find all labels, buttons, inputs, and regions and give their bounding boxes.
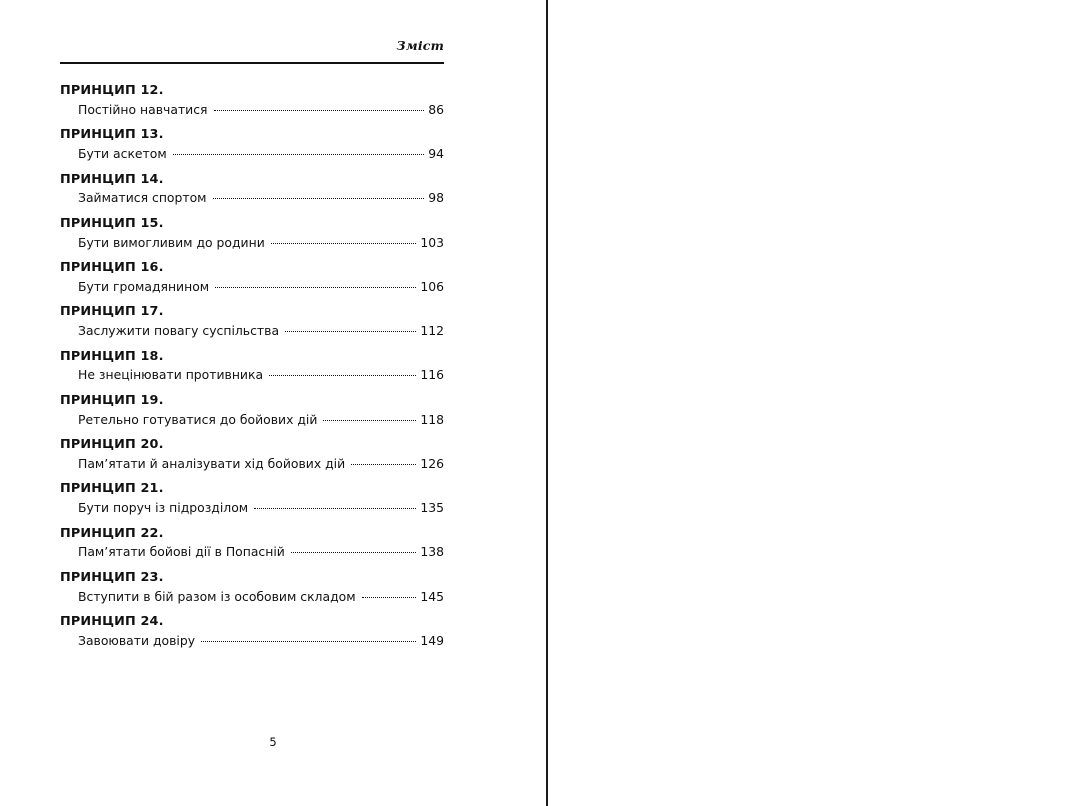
toc-entry-number: ПРИНЦИП 19.: [60, 392, 164, 408]
toc-entry[interactable]: [60, 569, 444, 604]
toc-entry-line: [60, 589, 444, 604]
dot-leader: [351, 464, 416, 465]
toc-entry-number: ПРИНЦИП 23.: [60, 569, 164, 585]
toc-entry-title: Завоювати довіру: [78, 632, 196, 648]
toc-entry-line: [60, 500, 444, 515]
dot-leader: [269, 375, 416, 376]
toc-entry-line: [60, 235, 444, 250]
toc-entry-title: Заслужити повагу суспільства: [78, 323, 280, 339]
toc-entry-title: Не знецінювати противника: [78, 367, 264, 383]
toc-entry-number: ПРИНЦИП 12.: [60, 83, 164, 98]
dot-leader: [271, 243, 417, 244]
dot-leader: [201, 641, 416, 642]
toc-entry-title: Бути аскетом: [78, 146, 167, 162]
header-rule: [60, 62, 444, 64]
dot-leader: [285, 331, 416, 332]
toc-entry-title: Пам’ятати й аналізувати хід бойових дій: [78, 455, 346, 471]
toc-entry[interactable]: [60, 480, 444, 515]
dot-leader: [362, 597, 417, 598]
dot-leader: [323, 420, 416, 421]
toc-entry-title: Пам’ятати бойові дії в Попасній: [78, 544, 285, 560]
toc-entry-number: ПРИНЦИП 17.: [60, 304, 164, 320]
toc-entry-page: 112: [420, 323, 444, 339]
toc-entry-title: Постійно навчатися: [78, 101, 208, 117]
page-right: [548, 0, 1092, 806]
toc-entry-number: ПРИНЦИП 13.: [60, 127, 164, 143]
toc-entry[interactable]: [60, 348, 444, 383]
toc-entry[interactable]: [60, 613, 444, 648]
toc-entry-title: Вступити в бій разом із особовим складом: [78, 588, 356, 604]
toc-entry-line: [60, 323, 444, 338]
toc-entry-number: ПРИНЦИП 14.: [60, 171, 164, 187]
toc-entry[interactable]: [60, 259, 444, 294]
toc-entry-page: 145: [420, 588, 444, 604]
toc-entry-line: [60, 190, 444, 205]
toc-entry-line: [60, 102, 444, 117]
toc-entry-number: ПРИНЦИП 24.: [60, 614, 164, 630]
toc-entry[interactable]: [60, 436, 444, 471]
toc-entry-page: 126: [420, 455, 444, 471]
toc-entry-title: Бути поруч із підрозділом: [78, 500, 249, 516]
toc-entry-number: ПРИНЦИП 15.: [60, 215, 164, 231]
toc-entry-page: 118: [420, 411, 444, 427]
dot-leader: [254, 508, 416, 509]
dot-leader: [291, 552, 417, 553]
dot-leader: [215, 287, 416, 288]
toc-entry-page: 116: [420, 367, 444, 383]
toc-entry-number: ПРИНЦИП 16.: [60, 260, 164, 276]
page-number: 5: [269, 735, 277, 749]
toc-entry-page: 98: [428, 190, 444, 206]
toc-entry-page: 94: [428, 146, 444, 162]
dot-leader: [214, 110, 425, 111]
toc-entry[interactable]: [60, 392, 444, 427]
toc-entry-title: Бути громадянином: [78, 278, 210, 294]
toc-entry-line: [60, 367, 444, 382]
table-of-contents: [60, 82, 444, 657]
toc-entry-title: Бути вимогливим до родини: [78, 234, 265, 250]
toc-entry-line: [60, 146, 444, 161]
toc-entry-line: [60, 633, 444, 648]
toc-entry[interactable]: [60, 126, 444, 161]
toc-entry-line: [60, 412, 444, 427]
dot-leader: [173, 154, 425, 155]
toc-entry-page: 149: [420, 632, 444, 648]
toc-entry-line: [60, 456, 444, 471]
toc-entry-number: ПРИНЦИП 18.: [60, 348, 164, 364]
toc-entry[interactable]: [60, 82, 444, 117]
toc-entry-page: 86: [428, 101, 444, 117]
toc-entry[interactable]: [60, 171, 444, 206]
dot-leader: [213, 198, 425, 199]
toc-entry[interactable]: [60, 525, 444, 560]
toc-entry-line: [60, 279, 444, 294]
toc-entry-number: ПРИНЦИП 20.: [60, 437, 164, 453]
toc-entry-number: ПРИНЦИП 21.: [60, 481, 164, 497]
toc-entry-number: ПРИНЦИП 22.: [60, 525, 164, 541]
toc-entry-page: 106: [420, 278, 444, 294]
toc-entry-page: 138: [420, 544, 444, 560]
toc-entry[interactable]: [60, 215, 444, 250]
toc-entry-page: 135: [420, 500, 444, 516]
toc-entry[interactable]: [60, 303, 444, 338]
toc-entry-page: 103: [420, 234, 444, 250]
toc-entry-title: Ретельно готуватися до бойових дій: [78, 411, 318, 427]
toc-entry-line: [60, 544, 444, 559]
running-head: Зміст: [396, 38, 444, 53]
toc-entry-title: Займатися спортом: [78, 190, 207, 206]
